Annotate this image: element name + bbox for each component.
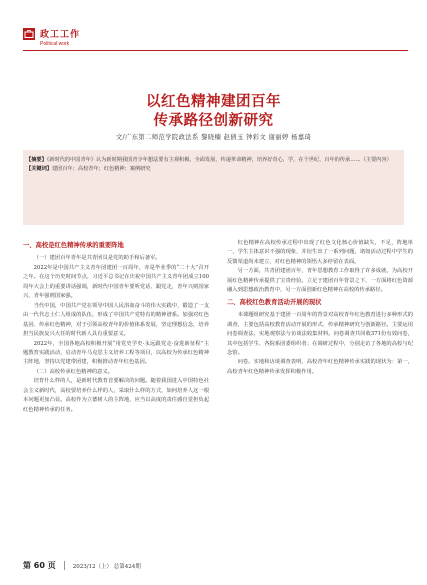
column-header (0, 0, 427, 52)
article-title-line1: 以红色精神建团百年 (146, 94, 281, 110)
issue-info: 2023/12（上） 总第424期 (72, 563, 141, 570)
briefcase-icon (23, 28, 35, 40)
section-heading-2: 二、高校红色教育活动开展的现状 (227, 298, 322, 306)
keywords-text: 建团百年；高校青年；红色精神；案例研究 (51, 166, 151, 172)
abstract-label: 【摘要】 (26, 157, 47, 163)
section-title: 政工工作 (40, 30, 81, 40)
subheading-2: （二）高校传承红色精神的意义。 (33, 368, 114, 375)
subheading-1: （一）建团百年青年是共青团员是党的助手和后备军。 (33, 255, 161, 262)
right-column (227, 239, 413, 377)
section-subtitle: Political work (40, 41, 70, 47)
paragraph: 本课题组研究基于建团一百周年的背景对高校青年红色教育进行多种形式的调查，主要包括高校教育活动开展的形式、传承精神研究与创新路径。主要运用问卷调查法、实地观察法与访谈法收集材料。问卷调查共回收371份有效问卷，其中包括学生、各院系团委组织者；在调研过程中，分别走访了各地的高校与纪念馆。 (227, 312, 413, 356)
left-column (23, 239, 209, 415)
footer (23, 560, 141, 571)
abstract-text: 《新时代的中国青年》认为新时期我国青少年想法要有主观积极、全面发展、传递革命精神，培养好奇心，学，在个世纪、百年的传承……（主要内容） (46, 157, 392, 163)
article-title-line2: 传承路径创新研究 (153, 113, 274, 129)
paragraph: 红色精神在高校传承过程中出现了红色文化核心价值缺失，不足，阵地单一，学生主体意识不强的现象，并衍生出了一系列问题，诸如活动过程中学生的反馈渠道尚未建立，对红色精神的领悟大多停留在表面。 (227, 240, 413, 265)
footer-divider (64, 561, 65, 570)
paragraph: 2022年是中国共产主义青年团建团一百周年，亦是毕业季的“二十大”召开之年。在这个历史时间节点，习近平总书记在庆祝中国共产主义青年团成立100周年大会上的重要讲话强调，新时代中国青年要听党话、跟党走，青年兴则国家兴，青年强则国家强。 (23, 264, 209, 300)
section-heading-1: 一、高校是红色精神传承的重要阵地 (23, 242, 124, 249)
paragraph: 问卷。实地和访谈调查表明，高校青年红色精神传承实践的现状为：第一，高校青年红色精神传承发挥积极作用。 (227, 359, 413, 375)
abstract-box (23, 150, 404, 225)
authors: 文/广东第二师范学院政法系 黎晓楠 赵倩玉 钟彩文 谢丽婷 杨嘉琦 (115, 134, 312, 141)
paragraph: 当代中国，中国共产党在领导中国人民浴血奋斗的伟大实践中，锻造了一支由一代代志士仁人组成的队伍，形成了中国共产党特有的精神谱系。加强对红色基因、传承红色精神，对于引领高校青年的价值体系发展，坚定理想信念，培养担当民族复兴大任的时代新人具有重要意义。 (23, 302, 209, 338)
page-number: 第 60 页 (23, 561, 56, 570)
paragraph: 2022年，全国各地高校积极开展“用党史学史·永远跟党走·奋进新征程”主题教育实践活动，启动青年马克思主义培养工程等项目，以高校为传承红色精神主阵地，坚持以党建带团建，积极推动青年红色基因。 (23, 340, 209, 366)
keywords-label: 【关键词】 (26, 166, 52, 172)
header-divider (23, 50, 408, 51)
paragraph: 另一方面，共青团建团百年，青年思想教育工作取得了许多成就，为高校开展红色精神传承提供了宝贵经验。立足于建团百年背景之下，一方面将红色资源融入到思想政治教育中，另一方面创新红色精神在高校的传承路径。 (227, 268, 413, 294)
paragraph: 培育什么样的人，是新时代教育首要解决的问题。随着我国进入中国特色社会主义新时代，高校要培养什么样的人，采取什么样的方式，如何培养人这一根本问题更加凸显。高校作为立德树人的主阵地，应当以高度的责任感自觉担负起红色精神传承的任务。 (23, 378, 209, 413)
